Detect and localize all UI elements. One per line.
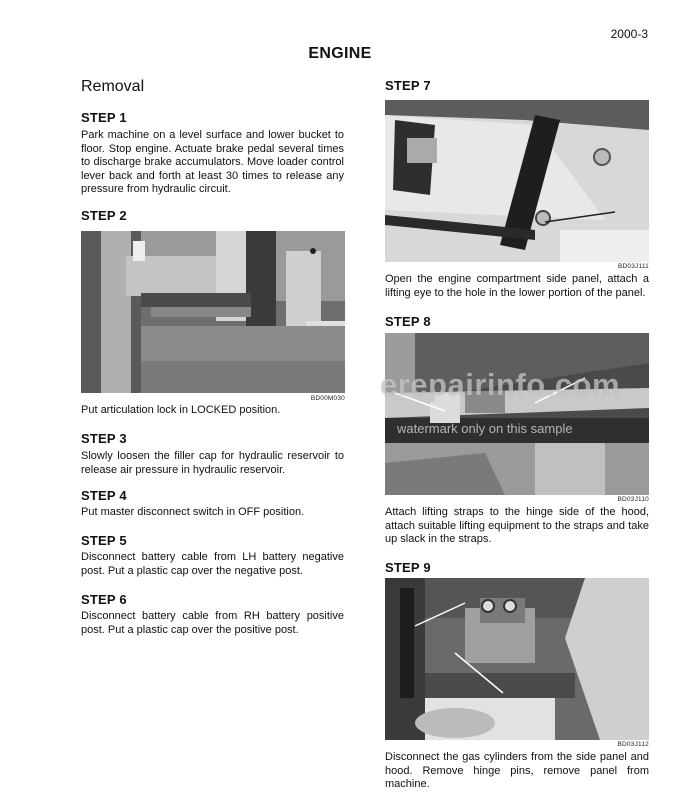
articulation-lock-photo (81, 231, 345, 393)
step-5-text: Disconnect battery cable from LH battery negative post. Put a plastic cap over the negative post. (81, 551, 344, 577)
step-8-title: STEP 8 (385, 314, 431, 329)
step-7-text: Open the engine compartment side panel, attach a lifting eye to the hole in the lower portion of the panel. (385, 273, 649, 299)
step-6-text: Disconnect battery cable from RH battery positive post. Put a plastic cap over the positive post. (81, 610, 344, 636)
gas-cylinders-photo (385, 578, 649, 740)
figure-id-bd03j112: BD03J112 (617, 741, 649, 748)
figure-id-bd03j111: BD03J111 (618, 263, 649, 270)
figure-id-bd03j110: BD03J110 (617, 496, 649, 503)
step-1-text: Park machine on a level surface and lower bucket to floor. Stop engine. Actuate brake pedal several times to discharge brake accumulators. Move loader control lever back and forth at least 30 times to release any pressure from hydraulic circuit. (81, 129, 344, 195)
step-2-text: Put articulation lock in LOCKED position. (81, 404, 281, 416)
section-title: ENGINE (308, 45, 372, 62)
watermark-text: erepairinfo.com (380, 367, 621, 402)
removal-heading: Removal (81, 78, 145, 95)
step-9-title: STEP 9 (385, 560, 431, 575)
figure-id-bd00m030: BD00M030 (310, 395, 345, 402)
step-8-text: Attach lifting straps to the hinge side of the hood, attach suitable lifting equipment to the straps and take up slack in the straps. (385, 506, 649, 545)
step-7-title: STEP 7 (385, 78, 431, 93)
step-3-text: Slowly loosen the filler cap for hydraulic reservoir to release air pressure in hydraulic reservoir. (81, 450, 344, 476)
step-3-title: STEP 3 (81, 431, 127, 446)
step-1-title: STEP 1 (81, 110, 127, 125)
hood-straps-photo (385, 333, 649, 495)
step-5-title: STEP 5 (81, 533, 127, 548)
watermark-subtext: watermark only on this sample (397, 421, 573, 436)
step-6-title: STEP 6 (81, 592, 127, 607)
step-9-text: Disconnect the gas cylinders from the side panel and hood. Remove hinge pins, remove panel from machine. (385, 751, 649, 790)
step-4-title: STEP 4 (81, 488, 127, 503)
step-4-text: Put master disconnect switch in OFF position. (81, 506, 305, 518)
step-2-title: STEP 2 (81, 208, 127, 223)
side-panel-photo (385, 100, 649, 262)
page-number: 2000-3 (610, 27, 648, 41)
